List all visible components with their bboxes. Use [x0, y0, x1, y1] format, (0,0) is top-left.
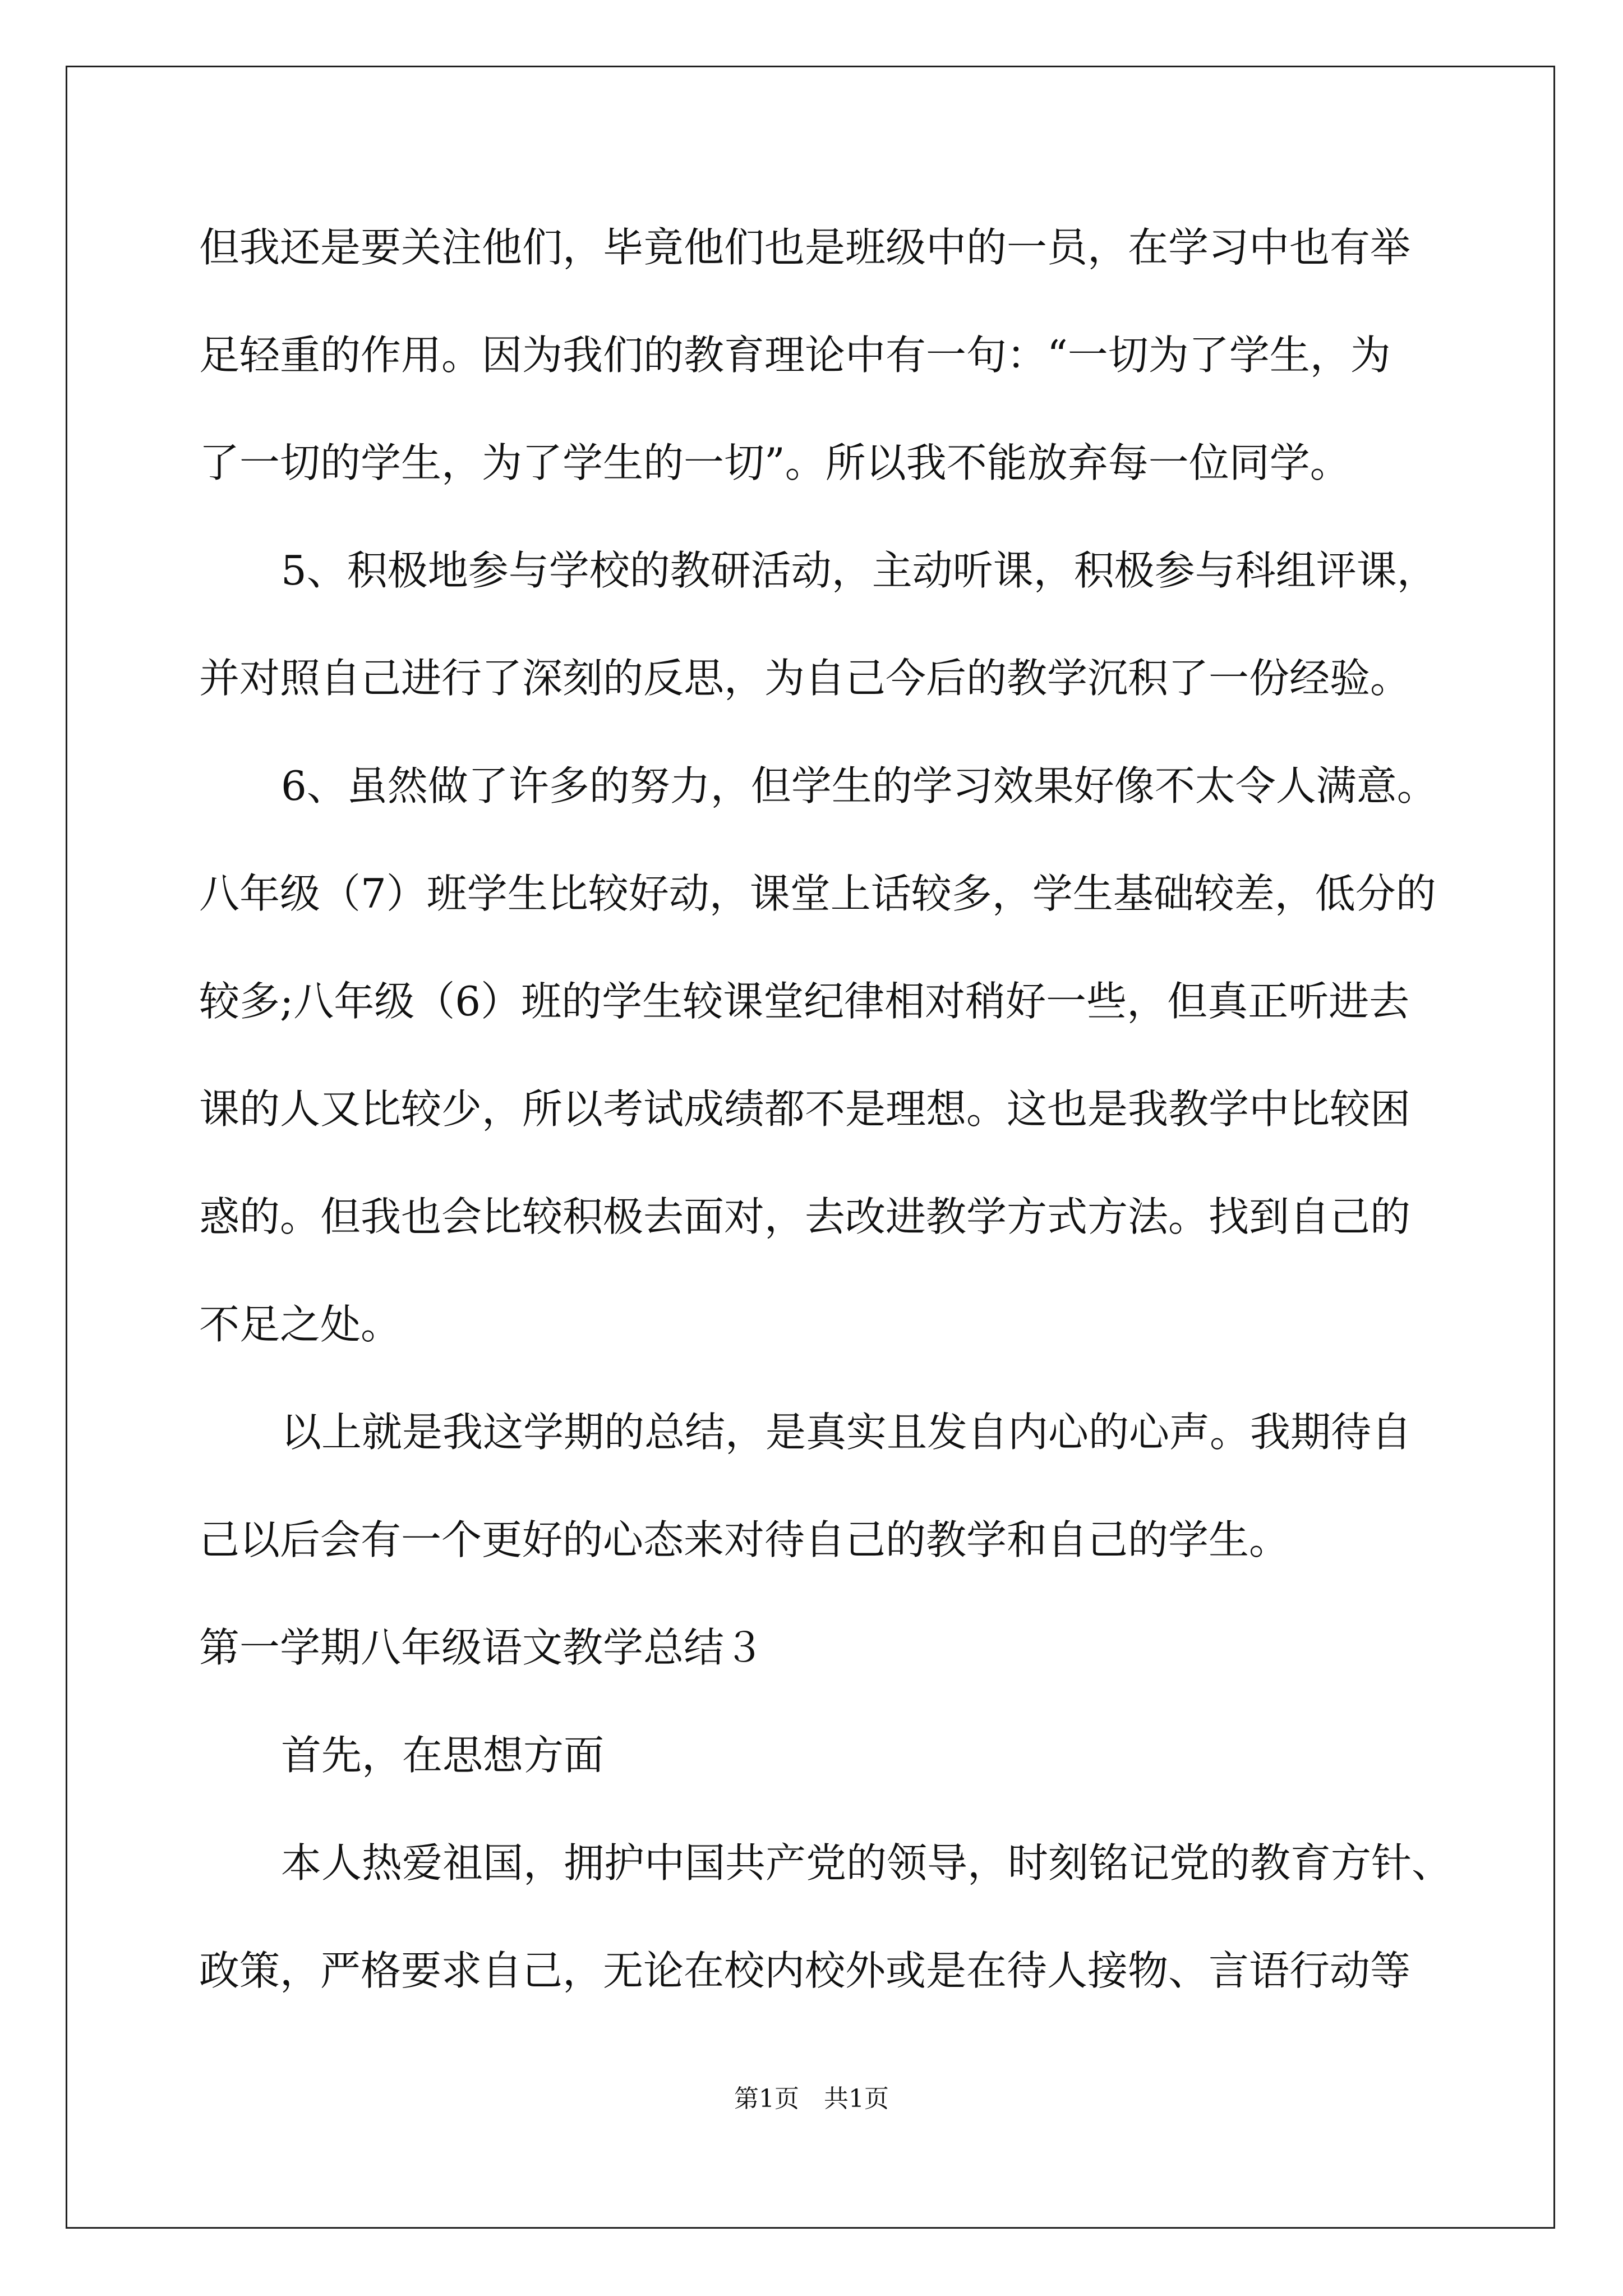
text-line: 不足之处。 [199, 1301, 402, 1348]
text-line: 以上就是我这学期的总结，是真实且发自内心的心声。我期待自 [281, 1409, 1412, 1456]
text-line: 己以后会有一个更好的心态来对待自己的教学和自己的学生。 [199, 1516, 1290, 1563]
page-number-footer: 第1页 共1页 [734, 2085, 889, 2113]
text-line: 了一切的学生，为了学生的一切”。所以我不能放弃每一位同学。 [199, 439, 1350, 486]
section-heading: 第一学期八年级语文教学总结３ [199, 1624, 765, 1671]
text-line: 较多;八年级（6）班的学生较课堂纪律相对稍好一些，但真正听进去 [199, 978, 1410, 1025]
text-line: 课的人又比较少，所以考试成绩都不是理想。这也是我教学中比较困 [199, 1085, 1411, 1133]
text-line: 本人热爱祖国，拥护中国共产党的领导，时刻铭记党的教育方针、 [281, 1839, 1453, 1887]
text-line: 6、虽然做了许多的努力，但学生的学习效果好像不太令人满意。 [281, 762, 1437, 809]
text-line: 但我还是要关注他们，毕竟他们也是班级中的一员，在学习中也有举 [199, 224, 1411, 271]
page-border [66, 66, 1555, 2229]
text-line: 足轻重的作用。因为我们的教育理论中有一句：“一切为了学生，为 [199, 332, 1391, 379]
text-line: 首先，在思想方面 [281, 1732, 605, 1779]
text-line: 政策，严格要求自己，无论在校内校外或是在待人接物、言语行动等 [199, 1947, 1411, 1994]
text-line: 5、积极地参与学校的教研活动，主动听课，积极参与科组评课， [281, 547, 1437, 594]
text-line: 并对照自己进行了深刻的反思，为自己今后的教学沉积了一份经验。 [199, 655, 1411, 702]
text-line: 八年级（7）班学生比较好动，课堂上话较多，学生基础较差，低分的 [199, 870, 1436, 917]
text-line: 惑的。但我也会比较积极去面对，去改进教学方式方法。找到自己的 [199, 1193, 1411, 1240]
